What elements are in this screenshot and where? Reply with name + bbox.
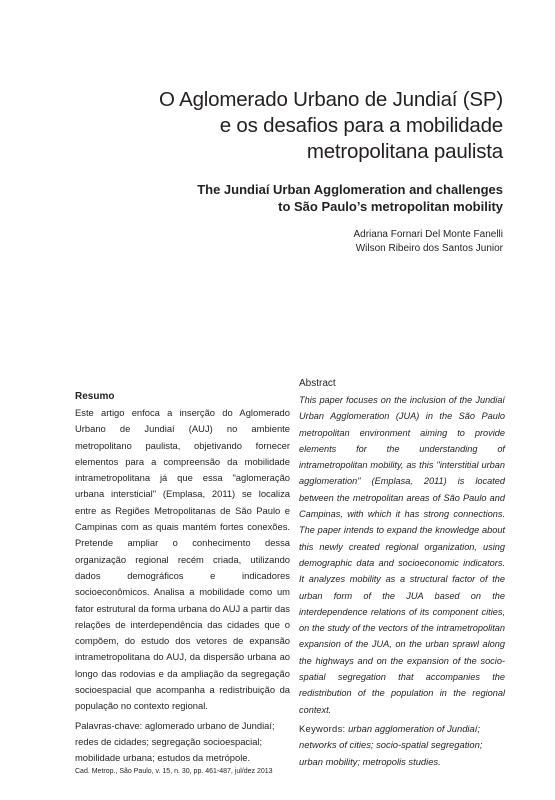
resumo-heading: Resumo (75, 391, 115, 402)
author-name: Adriana Fornari Del Monte Fanelli (353, 229, 503, 240)
keywords-label: Palavras-chave: (75, 719, 143, 731)
subtitle-line: The Jundiaí Urban Agglomeration and challenges (197, 182, 503, 197)
article-title (100, 87, 503, 165)
title-line: metropolitana paulista (306, 140, 503, 163)
resumo-text: Este artigo enfoca a inserção do Aglomerado Urbano de Jundiaí (AUJ) no ambiente metropolitano paulista, objetivando fornecer elementos para a compreensão da mobilidade intrametropolitana já que essa "aglomeração urbana intersticial" (Emplasa, 2011) se localiza entre as Regiões Metropolitanas de São Paulo e Campinas com as quais mantém fortes conexões. Pretende ampliar o conhecimento dessa organização regional recém criada, utilizando dados demográficos e indicadores socioeconômicos. Analisa a mobilidade como um fator estrutural da forma urbana do AUJ a partir das relações de interdependência das cidades que o compõem, do estudo dos vetores de expansão intrametropolitana do AUJ, da dispersão urbana ao longo das rodovias e da ampliação da segregação socioespacial que acompanha a redistribuição da população no contexto regional. (75, 407, 290, 712)
title-line: O Aglomerado Urbano de Jundiaí (SP) (159, 88, 503, 111)
abstract-column (299, 376, 505, 770)
resumo-column (75, 389, 290, 767)
keywords-label: Keywords: (299, 722, 346, 734)
resumo-keywords (75, 718, 290, 767)
title-line: e os desafios para a mobilidade (219, 114, 503, 137)
subtitle-line: to São Paulo’s metropolitan mobility (278, 199, 503, 214)
abstract-text: This paper focuses on the inclusion of the Jundiaí Urban Agglomeration (JUA) in the São Paulo metropolitan environment aiming to provide elements for the understanding of intrametropolitan mobility, as this "interstitial urban agglomeration" (Emplasa, 2011) is located between the metropolitan areas of São Paulo and Campinas, with which it has strong connections. The paper intends to expand the knowledge about this newly created regional organization, using demographic data and socioeconomic indicators. It analyzes mobility as a structural factor of the urban form of the JUA based on the interdependence relations of its component cities, on the study of the vectors of the intrametropolitan expansion of the JUA, on the urban sprawl along the highways and on the expansion of the socio-spatial segregation that accompanies the redistribution of the population in the regional context. (299, 395, 505, 715)
abstract-heading: Abstract (299, 378, 336, 389)
english-title (150, 181, 503, 215)
keywords-text: urban agglomeration of Jundiaí; networks of cities; socio-spatial segregation; urban mobility; metropolis studies. (299, 722, 483, 767)
keywords-text: aglomerado urbano de Jundiaí; redes de cidades; segregação socioespacial; mobilidade urbana; estudos da metrópole. (75, 719, 275, 764)
author-list (250, 228, 503, 256)
abstract-keywords (299, 721, 505, 770)
author-name: Wilson Ribeiro dos Santos Junior (355, 243, 503, 254)
journal-footer: Cad. Metrop., São Paulo, v. 15, n. 30, pp. 461-487, jul/dez 2013 (75, 768, 273, 775)
